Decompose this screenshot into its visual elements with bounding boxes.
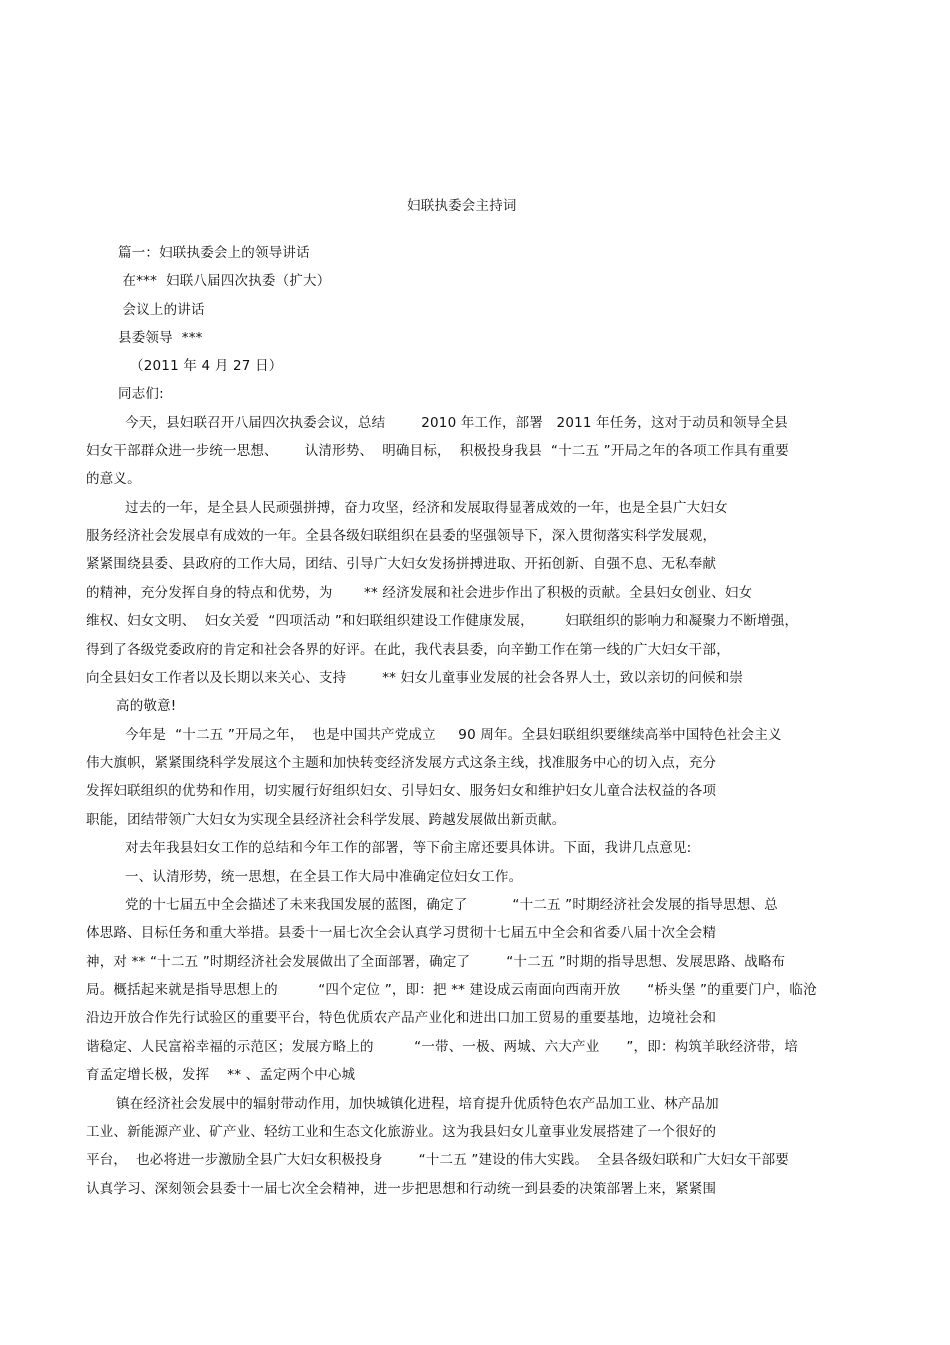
body-line: 在*** 妇联八届四次执委（扩大） (118, 273, 331, 289)
body-line: 妇女干部群众进一步统一思想、 认清形势、 明确目标， 积极投身我县 “十二五 ”开局之年的各项工作具有重要 (86, 443, 789, 459)
body-line: 育孟定增长极，发挥 ** 、孟定两个中心城 (86, 1067, 356, 1083)
body-line: 职能，团结带领广大妇女为实现全县经济社会科学发展、跨越发展做出新贡献。 (86, 812, 566, 828)
body-line: 篇一：妇联执委会上的领导讲话 (118, 245, 310, 261)
body-line: 发挥妇联组织的优势和作用，切实履行好组织妇女、引导妇女、服务妇女和维护妇女儿童合法权益的各项 (86, 783, 717, 799)
body-line: 沿边开放合作先行试验区的重要平台，特色优质农产品产业化和进出口加工贸易的重要基地，边境社会和 (86, 1010, 717, 1026)
body-line: 过去的一年，是全县人民顽强拼搏，奋力攻坚，经济和发展取得显著成效的一年，也是全县广大妇女 (116, 500, 728, 516)
body-line: 对去年我县妇女工作的总结和今年工作的部署，等下俞主席还要具体讲。下面，我讲几点意见: (116, 840, 692, 856)
body-line: 的精神，充分发挥自身的特点和优势，为 ** 经济发展和社会进步作出了积极的贡献。全县妇女创业、妇女 (86, 585, 753, 601)
body-line: 体思路、目标任务和重大举措。县委十一届七次全会认真学习贯彻十七届五中全会和省委八届十次全会精 (86, 925, 717, 941)
body-line: 今年是 “十二五 ”开局之年， 也是中国共产党成立 90 周年。全县妇联组织要继续高举中国特色社会主义 (116, 727, 782, 743)
body-line: 党的十七届五中全会描述了未来我国发展的蓝图，确定了 “十二五 ”时期经济社会发展的指导思想、总 (116, 897, 778, 913)
body-line: 局。概括起来就是指导思想上的 “四个定位 ”，即：把 ** 建设成云南面向西南开放 “桥头堡 ”的重要门户，临沧 (86, 982, 817, 998)
body-line: 紧紧围绕县委、县政府的工作大局，团结、引导广大妇女发扬拼搏进取、开拓创新、自强不息、无私奉献 (86, 556, 717, 572)
body-line: 服务经济社会发展卓有成效的一年。全县各级妇联组织在县委的坚强领导下，深入贯彻落实科学发展观， (86, 528, 717, 544)
body-line: 镇在经济社会发展中的辐射带动作用，加快城镇化进程，培育提升优质特色农产品加工业、林产品加 (116, 1096, 719, 1112)
body-line: 得到了各级党委政府的肯定和社会各界的好评。在此，我代表县委，向辛勤工作在第一线的广大妇女干部， (86, 642, 730, 658)
body-line: 一、认清形势，统一思想，在全县工作大局中准确定位妇女工作。 (116, 869, 523, 885)
body-line: 高的敬意! (116, 698, 177, 714)
body-line: 同志们: (118, 386, 164, 402)
body-line: 伟大旗帜，紧紧围绕科学发展这个主题和加快转变经济发展方式这条主线，找准服务中心的切入点，充分 (86, 755, 717, 771)
body-line: （2011 年 4 月 27 日） (130, 358, 283, 374)
body-line: 向全县妇女工作者以及长期以来关心、支持 ** 妇女儿童事业发展的社会各界人士，致以亲切的问候和崇 (86, 670, 744, 686)
body-line: 的意义。 (86, 471, 141, 487)
body-line: 工业、新能源产业、矿产业、轻纺工业和生态文化旅游业。这为我县妇女儿童事业发展搭建了一个很好的 (86, 1124, 717, 1140)
body-line: 今天，县妇联召开八届四次执委会议，总结 2010 年工作，部署 2011 年任务，这对于动员和领导全县 (116, 415, 788, 431)
body-line: 认真学习、深刻领会县委十一届七次全会精神，进一步把思想和行动统一到县委的决策部署上来，紧紧围 (86, 1181, 717, 1197)
body-line: 谐稳定、人民富裕幸福的示范区；发展方略上的 “一带、一极、两城、六大产业 ”，即：构筑羊耿经济带，培 (86, 1039, 798, 1055)
body-line: 会议上的讲话 (118, 302, 205, 318)
body-line: 平台， 也必将进一步激励全县广大妇女积极投身 “十二五 ”建设的伟大实践。 全县各级妇联和广大妇女干部要 (86, 1152, 789, 1168)
document-title: 妇联执委会主持词 (407, 198, 517, 214)
body-line: 县委领导 *** (118, 330, 203, 346)
body-line: 神，对 ** “十二五 ”时期经济社会发展做出了全面部署，确定了 “十二五 ”时期的指导思想、发展思路、战略布 (86, 954, 786, 970)
body-line: 维权、妇女文明、 妇女关爱 “四项活动 ”和妇联组织建设工作健康发展， 妇联组织的影响力和凝聚力不断增强， (86, 613, 799, 629)
